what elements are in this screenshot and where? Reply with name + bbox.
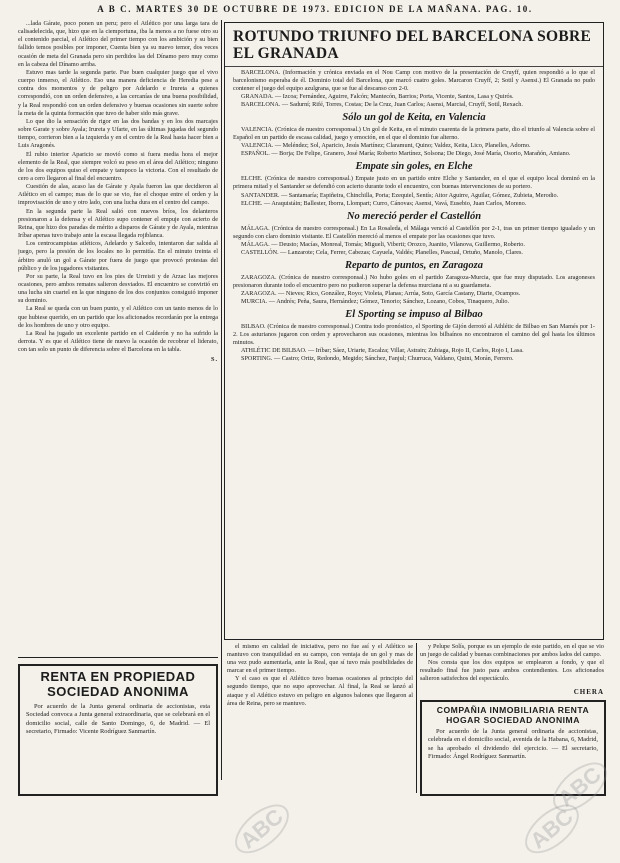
article-paragraph: Nos consta que los dos equipos se emplearon a fondo, y que el resultado final fue justo para ambos contendientes. Los aficionados salieron satisfechos del espectáculo. xyxy=(420,659,604,683)
team-lineup: ESPAÑOL. — Borja; De Felipe, Granero, José María; Roberto Martínez, Solsona; De Diego, José María, Osorio, Marañón, Amiano. xyxy=(241,150,571,158)
section-heading: Empate sin goles, en Elche xyxy=(355,161,473,173)
article-signature: S. xyxy=(211,356,218,364)
article-paragraph: Los centrocampistas atléticos, Adelardo y Salcedo, intentaron dar salida al juego, pero la presión de los locales no lo permitía. En el minuto treinta el árbitro anuló un gol a Gárate por fuera de juego que provocó protestas del público y de los jugadores visitantes. xyxy=(18,240,218,272)
team-lineup: ZARAGOZA. — Nieves; Rico, González, Royo; Violeta, Planas; Arrúa, Soto, García Castany, Diarte, Ocampos. xyxy=(241,289,521,297)
article-paragraph: Lo que dio la sensación de rigor en las dos bandas y en los dos marcajes sobre Garate y sobre Ayala; Irureta y Ufarte, en las últimas jugadas del segundo tiempo, corrieron bien a la izquierda y en el centro de la Real hasta hacer bien a Luis Aragonés. xyxy=(18,117,218,150)
advert-renta-hogar xyxy=(420,700,606,796)
match-report: BILBAO. (Crónica de nuestro corresponsal.) Contra todo pronóstico, el Sporting de Gijón derrotó al Athlétic de Bilbao en San Mamés por 1-2. Los asturianos jugaron con orden y aprovecharon sus ocasiones, mientras los bilbaínos no encontraron el camino del gol hasta los últimos minutos. xyxy=(233,322,595,347)
box-content xyxy=(225,67,603,365)
team-lineup: MURCIA. — Andrés; Peña, Saura, Hernández; Gómez, Tenorio; Sánchez, Lozano, Cobos, Tinaquero, Julio. xyxy=(241,297,510,305)
article-paragraph: ...lada Gárate, poco ponen un peru; pero el Atlético por una larga tara de calisadelecida, que, hizo que en la ciemportuna, iba la menos a no fuese otro su el contenido parcial, el Atlético del primer tiempo con los ambición y su bien fallido temos posibles por imponer, Cuenta bien ya su nuevo temor, dos veces ocasión de meta del Granada pero sin perdidos las del Dínamo pero muy como en la cabeza del Dínamo arriba. xyxy=(18,20,218,68)
match-report: MÁLAGA. (Crónica de nuestro corresponsal.) En La Rosaleda, el Málaga venció al Castellón por 2-1, tras un primer tiempo igualado y un segundo con claro dominio visitante. El Castellón mereció al menos el empate por las ocasiones que tuvo. xyxy=(233,224,595,240)
left-article-column xyxy=(18,20,218,654)
team-lineup: ATHLÉTIC DE BILBAO. — Iríbar; Sáez, Uriarte, Escalza; Villar, Astrain; Zubiaga, Rojo II, Carlos, Rojo I, Lasa. xyxy=(241,347,524,355)
match-report: BARCELONA. (Información y crónica enviada en el Nou Camp con motivo de la presentación de Cruyff, quien respondió a lo que el barcelonismo esperaba de él. Dominio total del Barcelona, que marcó cuatro goles. Marcaron Cruyff, 2; Sotil y Asensi.) El Granada no pudo contener el juego del equipo azulgrana, que se fue al descanso con 2-0. xyxy=(233,69,595,93)
match-report: VALENCIA. (Crónica de nuestro corresponsal.) Un gol de Keita, en el minuto cuarenta de la primera parte, dio el triunfo al Valencia sobre el Español en un partido de escasa calidad, juego y emoción, en el que el dominio fue alterno. xyxy=(233,126,595,142)
team-lineup: MÁLAGA. — Deusto; Macías, Monreal, Tomás; Migueli, Viberti; Orozco, Juanito, Vilanova, Guillermo, Roberto. xyxy=(241,240,525,248)
team-lineup: CASTELLÓN. — Lanzarote; Cela, Ferrer, Cabezas; Cayuela, Valdés; Planelles, Pascual, Ortuño, Manolo, Clares. xyxy=(241,248,523,256)
team-lineup: SANTANDER. — Santamaría; Espiñeira, Chinchilla, Porta; Ezequiel, Sentís; Aitor Aguirre, Aguilar, Gómez, Zubieta, Merodio. xyxy=(241,191,559,199)
team-lineup: GRANADA. — Izcoa; Fernández, Aguirre, Falcón; Mantecón, Barrios; Porta, Vicente, Santos, Lasa y Quirós. xyxy=(241,93,514,101)
match-report: ELCHE. (Crónica de nuestro corresponsal.) Empate justo en un partido entre Elche y Santander, en el que el equipo local dominó en la primera mitad y el Santander se defendió con acierto durante todo el encuentro, con buenas intervenciones de su portero. xyxy=(233,175,595,191)
column-divider xyxy=(221,20,222,780)
library-stamp-watermark: ABC xyxy=(227,796,298,863)
match-report: ZARAGOZA. (Crónica de nuestro corresponsal.) No hubo goles en el partido Zaragoza-Murcia, que fue muy disputado. Los aragoneses presionaron durante todo el encuentro pero no pudieron superar la defensa murciana ni a su guardameta. xyxy=(233,273,595,289)
column-divider xyxy=(416,643,417,793)
team-lineup: SPORTING. — Castro; Ortiz, Redondo, Megido; Sánchez, Fanjul; Churruca, Valdano, Quini, Morán, Ferrero. xyxy=(241,355,514,363)
library-stamp-watermark: ABC xyxy=(545,754,616,821)
article-paragraph: El rubio interior Aparicio se movió como si fuera media hora el mejor elemento de la Real, que siempre volcó su peso en el área del Atlético; ninguno de los dos equipos quiso el empate y tampoco la victoria. Con el resultado de cero a cero llegaron al final del encuentro. xyxy=(18,150,218,182)
article-paragraph: Estuvo mas tarde la segunda parte. Fue buen cualquier juego que el vivo cuerpo inmerso, el Atlético. Eso una manera deficiencia de Heredia pese a contra dos momentos y de peligro por Adelardo e Irureta a quienes correspondió, con un orden defensivo, a las cercanías de una buena posibilidad, y la Real respondió con un orden defensivo y buenas ocasiones sin suerte sobre la meta de la quinta formación que tuvo de haber sido más grave. xyxy=(18,68,218,117)
team-lineup: ELCHE. — Araquistáin; Ballester, Iborra, Llompart; Curro, Cánovas; Asensi, Vavá, Eusebio, Juan Carlos, Moreno. xyxy=(241,199,527,207)
article-paragraph: y Pelupe Solís, porque es un ejemplo de este partido, en el que se vio un juego de calidad y buenas combinaciones por ambos lados del campo. xyxy=(420,643,604,659)
box-headline: ROTUNDO TRIUNFO DEL BARCELONA SOBRE EL GRANADA xyxy=(225,23,603,67)
article-paragraph: La Real ha jugado un excelente partido en el Calderón y no ha sufrido la derrota. Y es que el Atlético tiene de nuevo la ocasión de recobrar el liderato, con tan solo un punto de diferencia sobre el Barcelona en la tabla. xyxy=(18,329,218,354)
section-heading: No mereció perder el Castellón xyxy=(346,210,482,222)
section-heading: Reparto de puntos, en Zaragoza xyxy=(345,259,483,271)
team-lineup: BARCELONA. — Sadurní; Rifé, Torres, Costas; De la Cruz, Juan Carlos; Asensi, Marcial, Cruyff, Sotil, Rexach. xyxy=(241,101,523,109)
section-heading: El Sporting se impuso al Bilbao xyxy=(345,308,483,320)
page-header: A B C. MARTES 30 DE OCTUBRE DE 1973. EDICION DE LA MAÑANA. PAG. 10. xyxy=(97,4,533,14)
advert-body: Por acuerdo de la Junta general ordinaria de accionistas, esta Sociedad convoca a Junta general extraordinaria, que se celebrará en el domicilio social, calle de Santo Domingo, 6, de Madrid. — El secretario, Firmado: Vicente Rodríguez Sanmartín. xyxy=(26,703,210,735)
team-lineup: VALENCIA. — Meléndez; Sol, Aparicio, Jesús Martínez; Claramunt, Quino; Valdez, Keita, Lico, Planelles, Adorno. xyxy=(241,142,531,150)
bottom-article-col-1 xyxy=(227,643,413,779)
article-paragraph: La Real se queda con un buen punto, y el Atlético con un tanto menos de lo que hubiese querido, en un partido que los aficionados recordarán por la entrega de los hombres de uno y otro equipo. xyxy=(18,305,218,329)
advert-title: COMPAÑIA INMOBILIARIA RENTA HOGAR SOCIEDAD ANONIMA xyxy=(436,705,590,725)
article-paragraph: Por su parte, la Real tuvo en los pies de Urreisti y de Arzac las mejores ocasiones, pero ambos remates salieron desviados. El encuentro se convirtió en una lucha sin cuartel en la que ninguno de los dos conjuntos consiguió imponer su dominio. xyxy=(18,272,218,305)
section-heading: Sólo un gol de Keita, en Valencia xyxy=(342,112,486,124)
advert-renta-propiedad xyxy=(18,664,218,796)
article-paragraph: Cuestión de alas, acaso las de Gárate y Ayala fueron las que decidieron al Atlético en el campo; mas de lo que se vio, fue el choque entre el orden y la improvisación de uno y otro lado, con una lucha dura en el centro del campo. xyxy=(18,183,218,207)
advert-body: Por acuerdo de la Junta general ordinaria de accionistas, celebrada en el domicilio social, avenida de la Habana, 6, Madrid, se ha aprobado el dividendo del ejercicio. — El secretario, Firmado: Ángel Rodríguez Sanmartín. xyxy=(428,728,598,760)
advert-title: RENTA EN PROPIEDAD SOCIEDAD ANONIMA xyxy=(40,669,196,699)
library-stamp-watermark: ABC xyxy=(517,796,588,863)
article-paragraph: el mismo en calidad de iniciativa, pero no fue así y el Atlético se mantuvo con tranquilidad en su campo, con ventaja de un gol y mas de una vez pudo aumentarla, ante la Real, que sí tuvo más posibilidades de marcar en el primer tiempo. xyxy=(227,643,413,675)
article-paragraph: En la segunda parte la Real salió con nuevos bríos, los delanteros presionaron a la defensa y el Atlético supo contener el empuje con acierto de Reina, que hizo dos paradas de mérito a disparos de Gárate y de Ayala, mientras Iríbar apenas tuvo trabajo ante la escasa llegada rojiblanca. xyxy=(18,207,218,240)
article-paragraph: Y el caso es que el Atlético tuvo buenas ocasiones al principio del segundo tiempo, que no supo aprovechar. Al final, la Real se lanzó al ataque y el Atlético estuvo en peligro en algunos balones que llegaron al área de Reina, pero se mantuvo. xyxy=(227,675,413,707)
bottom-article-col-2 xyxy=(420,643,604,687)
article-signature: CHERA xyxy=(573,688,604,696)
section-rule xyxy=(18,657,218,658)
football-results-box xyxy=(224,22,604,640)
